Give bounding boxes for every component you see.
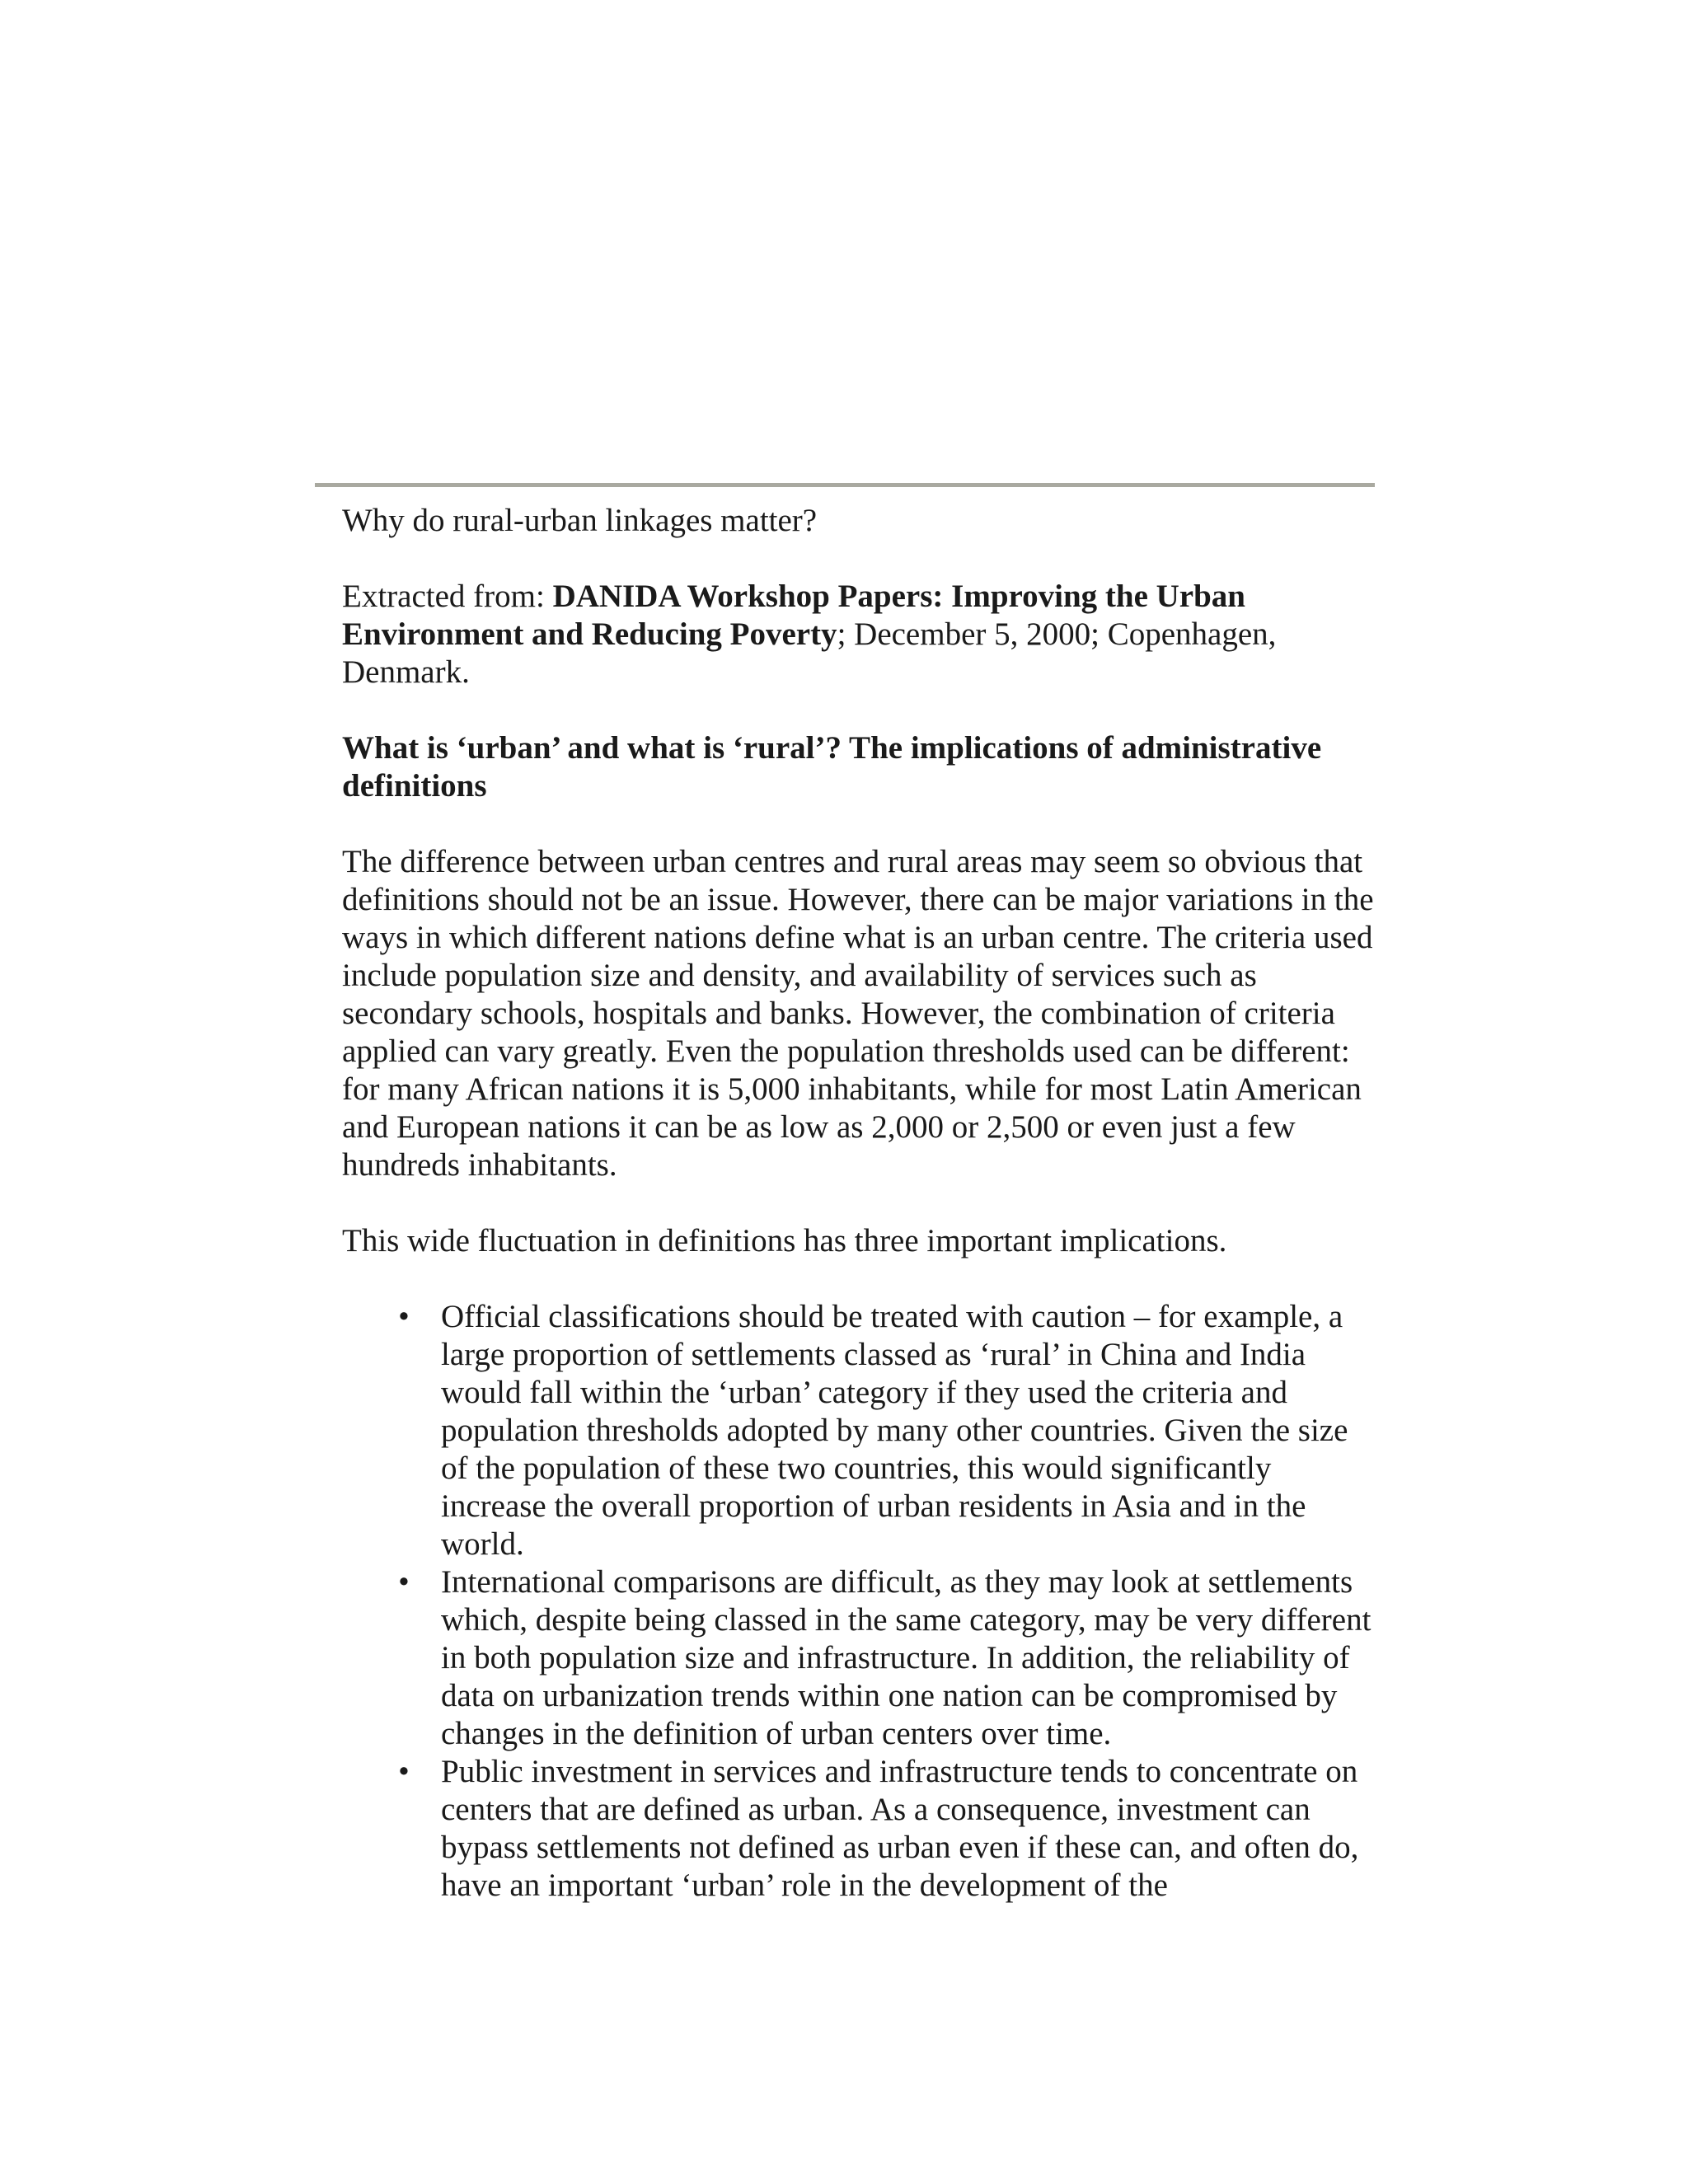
source-citation [342, 578, 1381, 691]
list-item-text: Official classifications should be treated with caution – for example, a large proportion of settlements classed as ‘rural’ in China and India would fall within the ‘urban’ category if they used the criteria and population thresholds adopted by many other countries. Given the size of the population of these two countries, this would significantly increase the overall proportion of urban residents in Asia and in the world. [441, 1299, 1348, 1562]
list-item [342, 1298, 1381, 1563]
list-item-text: Public investment in services and infrastructure tends to concentrate on centers that are defined as urban. As a consequence, investment can bypass settlements not defined as urban even if these can, and often do, have an important ‘urban’ role in the development of the [441, 1754, 1359, 1903]
paragraph-implications: This wide fluctuation in definitions has three important implications. [342, 1223, 1227, 1258]
bullet-icon: • [398, 1564, 410, 1600]
list-item [342, 1563, 1381, 1753]
list-item-text: International comparisons are difficult, as they may look at settlements which, despite being classed in the same category, may be very different in both population size and infrastructure. In addition, the reliability of data on urbanization trends within one nation can be compromised by changes in the definition of urban centers over time. [441, 1564, 1372, 1751]
bullet-icon: • [398, 1754, 410, 1789]
source-prefix: Extracted from: [342, 579, 553, 614]
document-body [342, 502, 1381, 1905]
section-heading: What is ‘urban’ and what is ‘rural’? The implications of administrative definitions [342, 730, 1322, 804]
source-title: DANIDA Workshop Papers: Improving the Urban Environment and Reducing Poverty [342, 579, 1245, 652]
paragraph-definitions: The difference between urban centres and rural areas may seem so obvious that definitions should not be an issue. However, there can be major variations in the ways in which different nations define what is an urban centre. The criteria used include population size and density, and availability of services such as secondary schools, hospitals and banks. However, the combination of criteria applied can vary greatly. Even the population thresholds used can be different: for many African nations it is 5,000 inhabitants, while for most Latin American and European nations it can be as low as 2,000 or 2,500 or even just a few hundreds inhabitants. [342, 844, 1374, 1183]
list-item [342, 1753, 1381, 1905]
page-title: Why do rural-urban linkages matter? [342, 503, 818, 538]
bullet-icon: • [398, 1299, 410, 1334]
source-suffix: ; December 5, 2000; Copenhagen, Denmark. [342, 616, 1277, 690]
horizontal-rule [315, 483, 1375, 487]
implications-list [342, 1298, 1381, 1905]
